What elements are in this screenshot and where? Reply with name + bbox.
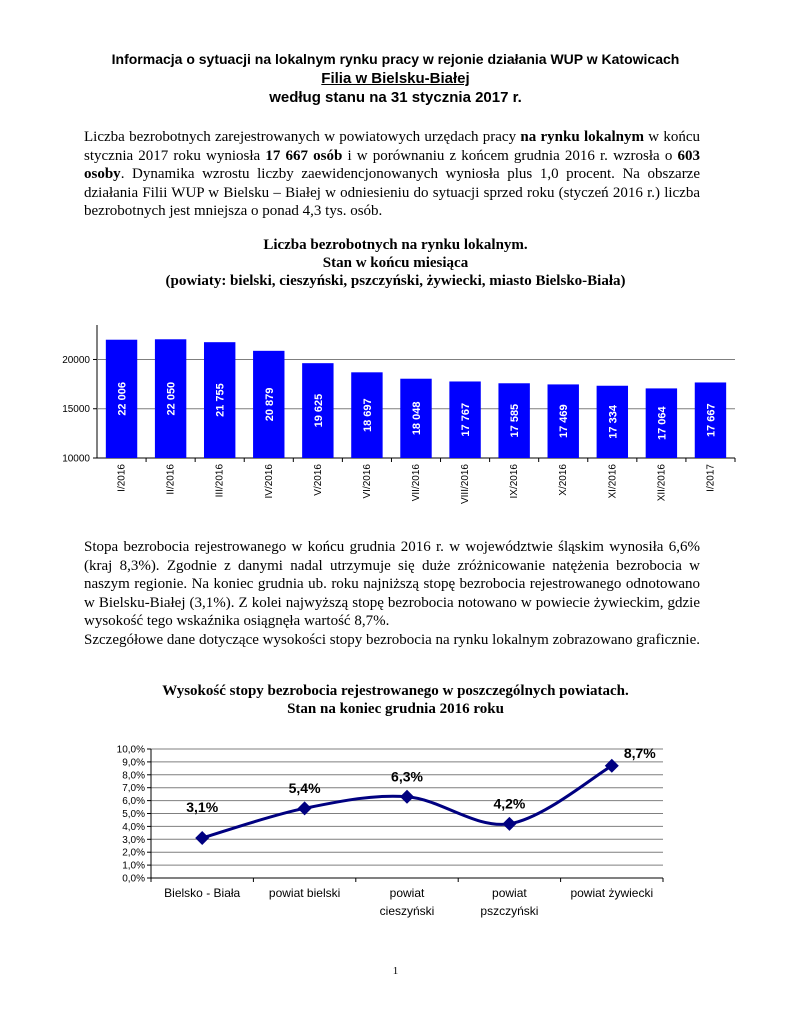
- chart1-data-label: 20 879: [263, 387, 276, 422]
- page-number: 1: [392, 965, 399, 977]
- chart1-category-label: III/2016: [214, 464, 226, 498]
- p1-bold-3: 603 osoby: [84, 147, 700, 182]
- chart2-y-tick-label: 4,0%: [122, 821, 145, 833]
- chart2-data-label: 8,7%: [623, 744, 656, 761]
- p1-bold-2: 17 667 osób: [265, 147, 343, 164]
- chart2-category-label: pszczyński: [480, 904, 539, 918]
- chart2-y-tick-label: 8,0%: [122, 770, 145, 782]
- chart2-data-label: 3,1%: [186, 799, 219, 816]
- chart2-data-label: 6,3%: [391, 768, 423, 785]
- p1-text-1: Liczba bezrobotnych zarejestrowanych w powiatowych urzędach pracy: [84, 129, 521, 145]
- chart2-y-tick-label: 3,0%: [122, 834, 145, 846]
- chart1-data-label: 17 667: [705, 403, 718, 438]
- chart1-data-label: 17 334: [607, 405, 620, 439]
- chart1-title-line-3: (powiaty: bielski, cieszyński, pszczyński, żywiecki, miasto Bielsko-Biała): [165, 273, 626, 289]
- chart1-data-label: 18 048: [411, 401, 423, 436]
- p1-text-4: . Dynamika wzrostu liczby zaewidencjonowanych wyniosła plus 1,0 procent. Na obszarze działania Filii WUP w Bielsku – Białej w odniesieniu do sytuacji sprzed roku (styczeń 2016 r.) liczba bezrobotnych jest mniejsza o ponad 4,3 tys. osób.: [84, 166, 700, 219]
- chart1-y-tick-label: 10000: [62, 453, 90, 465]
- chart2-y-tick-label: 6,0%: [122, 796, 145, 808]
- chart1-title-line-1: Liczba bezrobotnych na rynku lokalnym.: [263, 237, 528, 253]
- chart1-data-label: 19 625: [312, 393, 325, 428]
- chart1-data-label: 21 755: [214, 383, 227, 417]
- chart2-y-tick-label: 1,0%: [122, 860, 145, 872]
- chart2-category-label: powiat: [492, 886, 527, 900]
- p1-text-3: i w porównaniu z końcem grudnia 2016 r. wzrosła o: [342, 147, 678, 164]
- chart1-data-label: 17 469: [558, 404, 571, 439]
- chart2-y-tick-label: 0,0%: [122, 873, 145, 885]
- chart1-y-tick-label: 20000: [62, 354, 90, 366]
- p2-text-2: Szczegółowe dane dotyczące wysokości stopy bezrobocia na rynku lokalnym zobrazowano graficznie.: [84, 631, 701, 648]
- chart2-y-tick-label: 7,0%: [122, 783, 145, 795]
- chart2-point: [400, 790, 414, 804]
- chart1-category-label: I/2016: [116, 464, 128, 492]
- p1-text-2: w końcu stycznia 2017 roku wyniosła: [84, 129, 701, 164]
- chart1-data-label: 22 006: [116, 382, 129, 416]
- chart2-category-label: powiat żywiecki: [570, 886, 654, 900]
- chart1-category-label: IV/2016: [263, 464, 275, 499]
- chart1-category-label: VII/2016: [411, 464, 422, 502]
- p1-bold-1: na rynku lokalnym: [520, 129, 644, 145]
- chart2-point: [195, 831, 209, 845]
- chart1-data-label: 18 697: [361, 398, 374, 432]
- chart2-category-label: powiat bielski: [268, 886, 341, 900]
- header-line-1: Informacja o sytuacji na lokalnym rynku pracy w rejonie działania WUP w Katowicach: [111, 51, 680, 67]
- chart1-data-label: 17 585: [509, 403, 522, 438]
- chart1-category-label: VI/2016: [361, 464, 373, 499]
- header-line-3: według stanu na 31 stycznia 2017 r.: [269, 89, 522, 106]
- chart2-data-label: 4,2%: [493, 795, 526, 812]
- chart1-category-label: VIII/2016: [460, 464, 472, 505]
- chart1-category-label: X/2016: [558, 464, 570, 496]
- chart2-y-tick-label: 2,0%: [122, 847, 145, 859]
- chart1-data-label: 17 767: [460, 402, 473, 437]
- chart1-y-tick-label: 15000: [62, 404, 90, 416]
- chart1-category-label: V/2016: [312, 464, 324, 496]
- chart2-point: [605, 759, 619, 773]
- chart1-data-label: 22 050: [165, 381, 178, 416]
- p2-text: Stopa bezrobocia rejestrowanego w końcu grudnia 2016 r. w województwie śląskim wynosiła 6,6% (kraj 8,3%). Zgodnie z danymi nadal utrzymuje się duże zróżnicowanie natężenia bezrobocia w naszym regionie. Na koniec grudnia ub. roku najniższą stopę bezrobocia rejestrowanego odnotowano w Bielsku-Białej (3,1%). Z kolei najwyższą stopę bezrobocia notowano w powiecie żywieckim, gdzie wysokość tego wskaźnika osiągnęła wartość 8,7%.: [84, 539, 700, 629]
- chart1-category-label: XI/2016: [607, 464, 619, 499]
- chart2-point: [502, 817, 516, 831]
- chart1-title-line-2: Stan w końcu miesiąca: [322, 255, 469, 271]
- chart2-title-line-2: Stan na koniec grudnia 2016 roku: [287, 701, 504, 717]
- chart1-data-label: 17 064: [656, 406, 669, 441]
- chart1-category-label: II/2016: [165, 464, 177, 495]
- chart2-y-tick-label: 9,0%: [122, 757, 145, 769]
- chart2-category-label: cieszyński: [379, 904, 435, 918]
- chart2-data-label: 5,4%: [288, 779, 321, 796]
- chart1-category-label: XII/2016: [656, 464, 668, 502]
- chart2-title-line-1: Wysokość stopy bezrobocia rejestrowanego w poszczególnych powiatach.: [162, 683, 629, 699]
- chart1-category-label: IX/2016: [509, 464, 521, 499]
- chart2-category-label: Bielsko - Biała: [164, 886, 241, 900]
- chart2-category-label: powiat: [389, 886, 425, 900]
- chart2-y-tick-label: 10,0%: [116, 744, 145, 756]
- chart1-category-label: I/2017: [705, 464, 717, 492]
- chart2-y-tick-label: 5,0%: [122, 809, 145, 820]
- header-line-2: Filia w Bielsku-Białej: [321, 70, 470, 87]
